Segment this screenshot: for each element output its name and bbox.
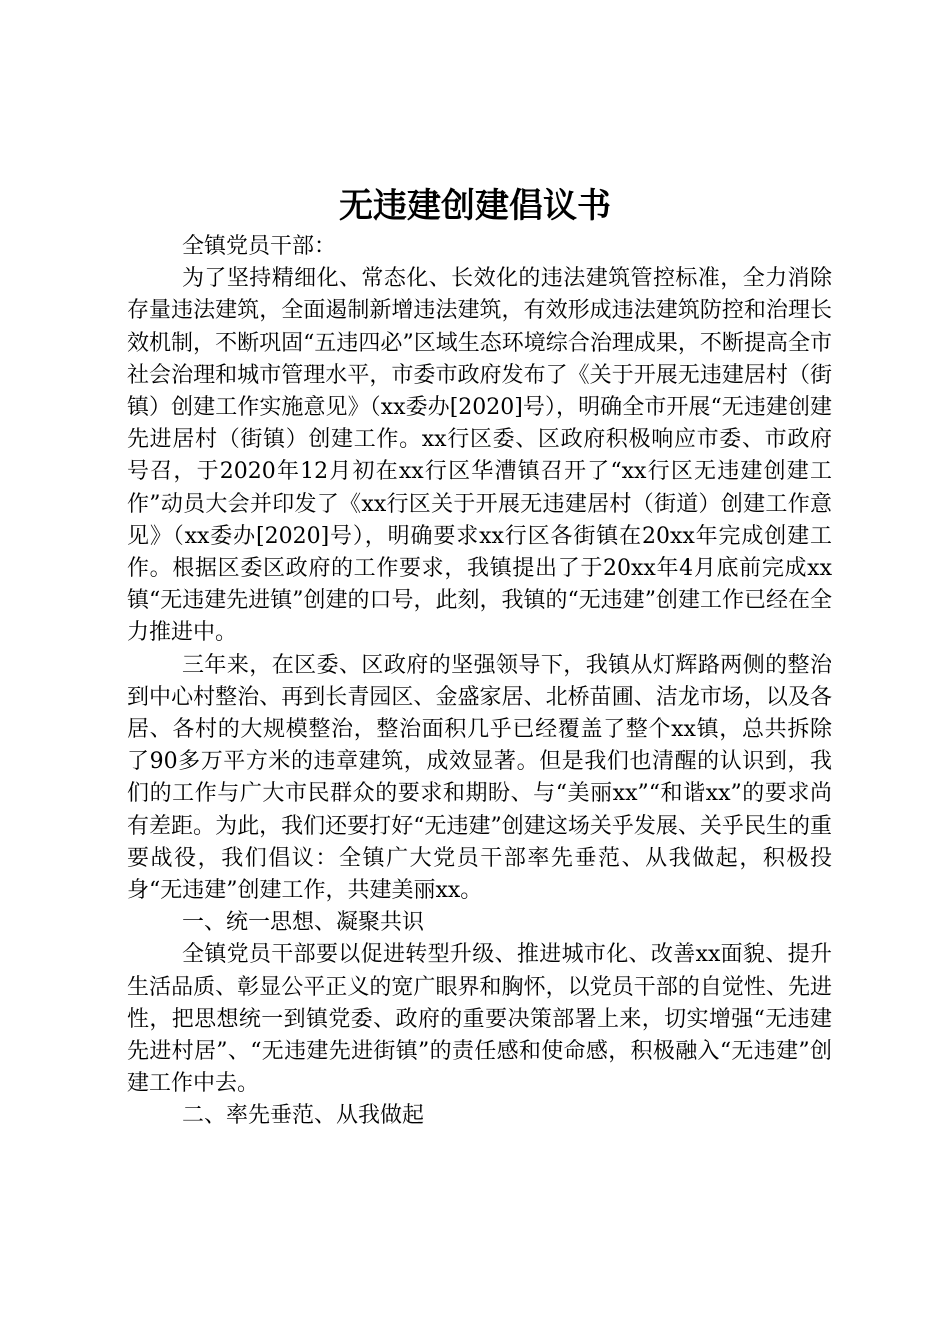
document-body [127,231,832,1133]
section-heading-1: 一、统一思想、凝聚共识 [182,910,425,936]
body-paragraph-2: 三年来，在区委、区政府的坚强领导下，我镇从灯辉路两侧的整治到中心村整治、再到长青园区、金盛家居、北桥苗圃、洁龙市场，以及各居、各村的大规模整治，整治面积几乎已经覆盖了整个xx镇，总共拆除了90多万平方米的违章建筑，成效显著。但是我们也清醒的认识到，我们的工作与广大市民群众的要求和期盼、与“美丽xx”“和谐xx”的要求尚有差距。为此，我们还要打好“无违建”创建这场关乎发展、关乎民生的重要战役，我们倡议：全镇广大党员干部率先垂范、从我做起，积极投身“无违建”创建工作，共建美丽xx。 [127,652,832,904]
section-paragraph-1: 全镇党员干部要以促进转型升级、推进城市化、改善xx面貌、提升生活品质、彰显公平正义的宽广眼界和胸怀，以党员干部的自觉性、先进性，把思想统一到镇党委、政府的重要决策部署上来，切实增强“无违建先进村居”、“无违建先进街镇”的责任感和使命感，积极融入“无违建”创建工作中去。 [127,942,832,1097]
body-paragraph-1: 为了坚持精细化、常态化、长效化的违法建筑管控标准，全力消除存量违法建筑，全面遏制新增违法建筑，有效形成违法建筑防控和治理长效机制，不断巩固“五违四必”区域生态环境综合治理成果，不断提高全市社会治理和城市管理水平，市委市政府发布了《关于开展无违建居村（街镇）创建工作实施意见》（xx委办[2020]号），明确全市开展“无违建创建先进居村（街镇）创建工作。xx行区委、区政府积极响应市委、市政府号召，于2020年12月初在xx行区华漕镇召开了“xx行区无违建创建工作”动员大会并印发了《xx行区关于开展无违建居村（街道）创建工作意见》（xx委办[2020]号），明确要求xx行区各街镇在20xx年完成创建工作。根据区委区政府的工作要求，我镇提出了于20xx年4月底前完成xx镇“无违建先进镇”创建的口号，此刻，我镇的“无违建”创建工作已经在全力推进中。 [127,266,832,646]
salutation: 全镇党员干部： [182,234,337,259]
section-heading-2: 二、率先垂范、从我做起 [182,1103,425,1129]
document-title: 无违建创建倡议书 [339,186,611,226]
